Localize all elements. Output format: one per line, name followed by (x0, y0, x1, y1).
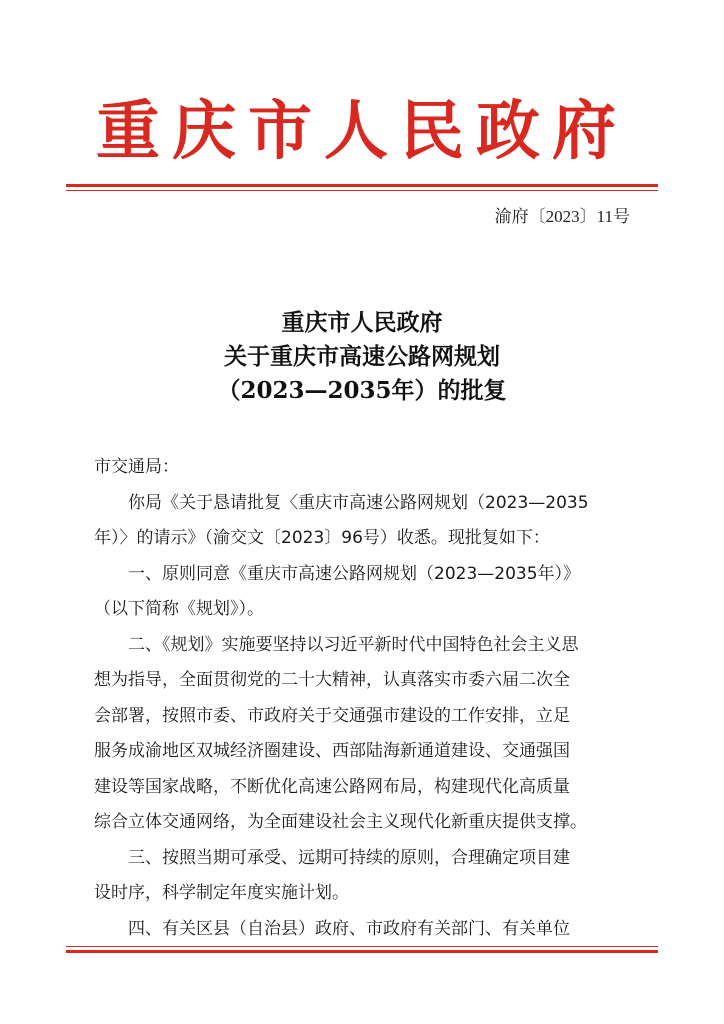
paragraph-3-line-1: 二、《规划》实施要坚持以习近平新时代中国特色社会主义思 (128, 634, 579, 655)
issuing-authority-title: 重庆市人民政府 (96, 94, 628, 169)
subject-line-3: （2023—2035年）的批复 (217, 377, 507, 404)
paragraph-2-line-1: 一、原则同意《重庆市高速公路网规划（2023—2035年）》 (128, 563, 581, 584)
footer-rule-top (66, 946, 658, 947)
document-number: 渝府〔2023〕11号 (494, 207, 630, 226)
paragraph-4-line-2: 设时序，科学制定年度实施计划。 (94, 883, 349, 903)
paragraph-5-line-1: 四、有关区县（自治县）政府、市政府有关部门、有关单位 (128, 918, 570, 939)
paragraph-4-line-1: 三、按照当期可承受、远期可持续的原则，合理确定项目建 (128, 847, 570, 868)
header-rule-top (66, 184, 658, 187)
paragraph-1-line-2: 年）〉的请示》（渝交文〔2023〕96号）收悉。现批复如下： (94, 528, 550, 548)
paragraph-3-line-3: 会部署，按照市委、市政府关于交通强市建设的工作安排，立足 (94, 705, 570, 726)
subject-line-2: 关于重庆市高速公路网规划 (224, 343, 500, 370)
paragraph-3-line-5: 建设等国家战略，不断优化高速公路网布局，构建现代化高质量 (94, 776, 570, 797)
document-subject (0, 306, 724, 408)
addressee: 市交通局： (94, 457, 179, 477)
paragraph-3-line-4: 服务成渝地区双城经济圈建设、西部陆海新通道建设、交通强国 (94, 741, 570, 761)
header-rule-bottom (66, 190, 658, 191)
paragraph-2-line-2: （以下简称《规划》）。 (94, 599, 264, 619)
document-body (94, 450, 640, 947)
paragraph-3-line-2: 想为指导，全面贯彻党的二十大精神，认真落实市委六届二次全 (94, 670, 570, 690)
paragraph-1-line-1: 你局《关于恳请批复〈重庆市高速公路网规划（2023—2035 (128, 492, 589, 513)
paragraph-3-line-6: 综合立体交通网络，为全面建设社会主义现代化新重庆提供支撑。 (94, 812, 587, 832)
subject-line-1: 重庆市人民政府 (281, 309, 443, 336)
footer-rule-bottom (66, 950, 658, 953)
